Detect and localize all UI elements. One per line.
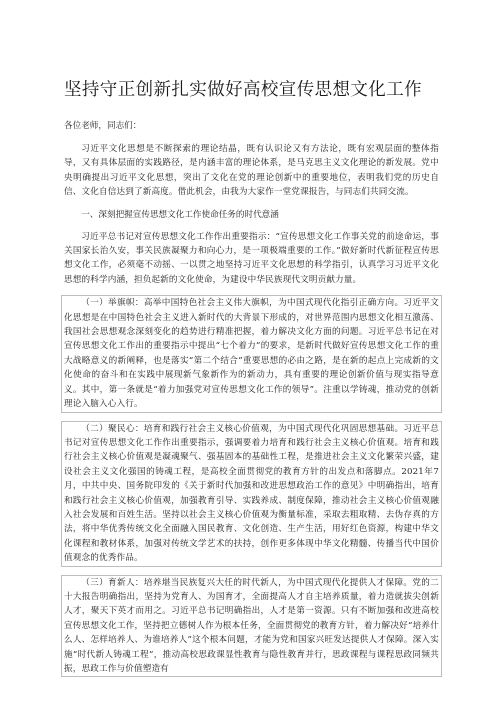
salutation: 各位老师，同志们： <box>64 121 142 131</box>
intro-paragraph: 习近平文化思想是不断探索的理论结晶，既有认识论又有方法论，既有宏观层面的整体指导，又有具体层面的实践路径，是内涵丰富的理论体系，是马克思主义文化理论的新发展。党中央明确提出习近平文化思想，突出了文化在党的理论创新中的重要地位，表明我们党的历史自信、文化自信达到了新高度。借此机会，由我为大家作一堂党课报告，与同志们共同交流。 <box>64 144 439 198</box>
body-paragraph-banner: （一）举旗帜：高举中国特色社会主义伟大旗帜，为中国式现代化指引正确方向。习近平文化思想是在中国特色社会主义进入新时代的大背景下形成的，对世界范围内思想文化相互激荡、我国社会思想观念深刻变化的趋势进行精准把握，着力解决文化方面的问题。习近平总书记在对宣传思想文化工作出的重要指示中提出“七个着力”的要求，是新时代做好宣传思想文化工作的重大战略意义的新阐释，也是落实“第二个结合”重要思想的必由之路，是在新的起点上完成新的文化使命的奋斗和在实践中展现新气象新作为的新动力，具有重要的理论创新价值与现实指导意义。其中，第一条就是“着力加强党对宣传思想文化工作的领导”。注重以学铸魂，推动党的创新理论入脑入心入行。 <box>61 295 442 412</box>
body-paragraph-consensus: （二）聚民心：培育和践行社会主义核心价值观，为中国式现代化巩固思想基础。习近平总书记对宣传思想文化工作作出重要指示，强调要着力培育和践行社会主义核心价值观。培育和践行社会主义核心价值观是凝魂聚气、强基固本的基础性工程，是推进社会主义文化繁荣兴盛，建设社会主义文化强国的铸魂工程，是高校全面贯彻党的教育方针的出发点和落脚点。2021年7月，中共中央、国务院印发的《关于新时代加强和改进思想政治工作的意见》中明确指出，培育和践行社会主义核心价值观，加强教育引导、实践养成、制度保障，推动社会主义核心价值观融入社会发展和百姓生活。坚持以社会主义核心价值观为衡量标准，采取去粗取精、去伪存真的方法，将中华优秀传统文化全面融入国民教育、文化创造、生产生活，用好红色资源，构建中华文化课程和教材体系，加强对传统文学艺术的扶持，创作更多体现中华文化精髓、传播当代中国价值观念的优秀作品。 <box>61 421 442 567</box>
section-heading: 一、深刻把握宣传思想文化工作使命任务的时代意涵 <box>81 209 279 220</box>
document-title: 坚持守正创新扎实做好高校宣传思想文化工作 <box>64 80 422 100</box>
body-paragraph-talent: （三）育新人：培养堪当民族复兴大任的时代新人，为中国式现代化提供人才保障。党的二十大报告明确指出，坚持为党育人、为国育才，全面提高人才自主培养质量，着力造就拔尖创新人才，聚天下英才而用之。习近平总书记明确指出，人才是第一资源。只有不断加强和改进高校宣传思想文化工作，坚持把立德树人作为根本任务，全面贯彻党的教育方针，着力解决好“培养什么人、怎样培养人、为谁培养人”这个根本问题，才能为党和国家兴旺发达提供人才保障。深入实施“时代新人铸魂工程”，推动高校思政课显性教育与隐性教育并行，思政课程与课程思政同频共振，思政工作与价值塑造有 <box>61 575 442 678</box>
body-paragraph-mission: 习近平总书记对宣传思想文化工作作出重要指示：“宣传思想文化工作事关党的前途命运，事关国家长治久安，事关民族凝聚力和向心力，是一项极端重要的工作。”做好新时代新征程宣传思想文化工作，必须毫不动摇、一以贯之地坚持习近平文化思想的科学指引，认真学习习近平文化思想的科学内涵，担负起新的文化使命，为建设中华民族现代文明贡献力量。 <box>64 231 439 285</box>
